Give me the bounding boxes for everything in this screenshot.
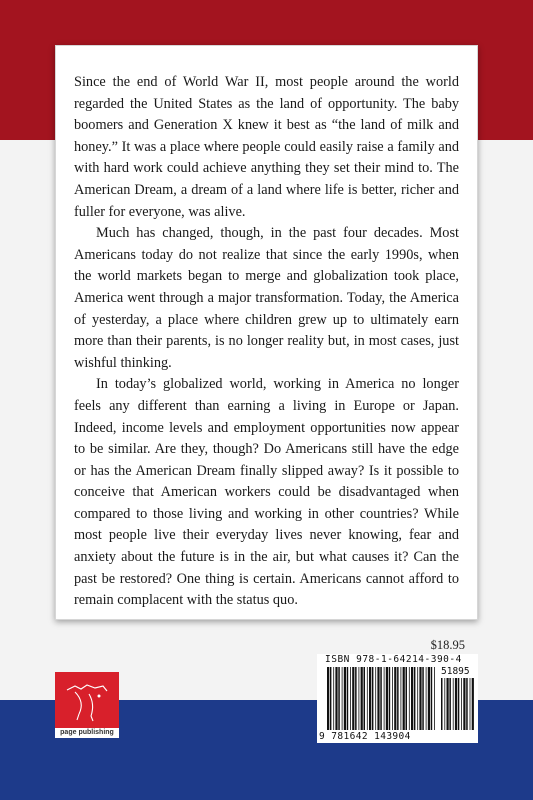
- blurb-paragraph-3: In today’s globalized world, working in America no longer feels any different than earning a living in Europe or Japan. Indeed, income levels and employment opportunities now appear to be similar. Are they, though? Do Americans still have the edge or has the American Dream finally slipped away? Is it possible to conceive that American workers could be disadvantaged when compared to those living and working in other countries? While most people live their everyday lives never knowing, fear and anxiety about the future is in the air, but what causes it? Can the past be restored? One thing is certain. Americans cannot afford to remain complacent with the status quo.: [74, 376, 459, 609]
- publisher-logo: [55, 672, 119, 738]
- publisher-name: page publishing: [55, 728, 119, 738]
- barcode-addon-bars: [441, 678, 475, 730]
- blurb-panel: [55, 45, 478, 620]
- barcode: [317, 654, 478, 743]
- price-label: $18.95: [430, 638, 465, 652]
- barcode-bars: [327, 667, 437, 730]
- bird-outline-icon: [55, 672, 119, 728]
- blurb-paragraph-1: Since the end of World War II, most people around the world regarded the United States as the land of opportunity. The baby boomers and Generation X knew it best as “the land of milk and honey.” It was a place where people could easily raise a family and with hard work could achieve anything they set their mind to. The American Dream, a dream of a land where life is better, richer and fuller for everyone, was alive.: [74, 74, 459, 220]
- blurb-paragraph-2: Much has changed, though, in the past four decades. Most Americans today do not realize that since the early 1990s, when the world markets began to merge and globalization took place, America went through a major transformation. Today, the America of yesterday, a place where children grew up to ultimately earn more than their parents, is no longer reality but, in most cases, just wishful thinking.: [74, 225, 459, 371]
- ean-digits: 9 781642 143904: [319, 731, 411, 742]
- logo-red-square: [55, 672, 119, 728]
- barcode-addon-number: 51895: [441, 666, 470, 677]
- isbn-text: ISBN 978-1-64214-390-4: [325, 654, 462, 665]
